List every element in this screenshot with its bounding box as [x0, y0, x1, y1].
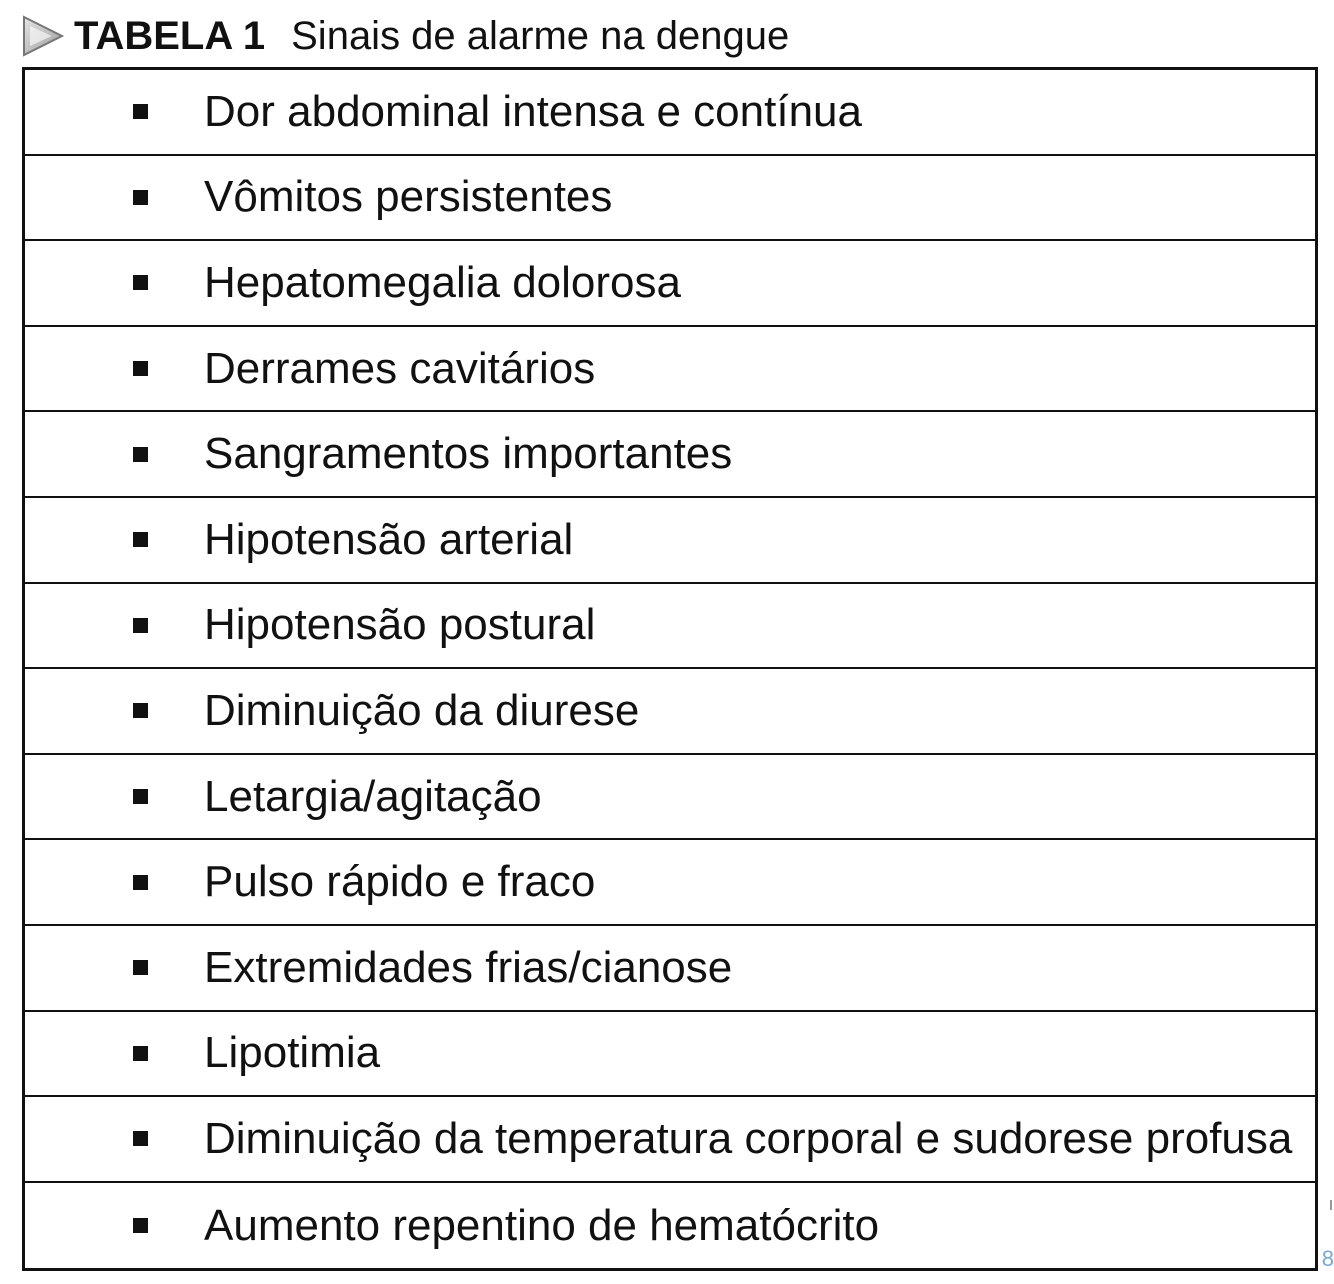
table-row	[25, 584, 1315, 670]
edge-tick	[1330, 1200, 1332, 1210]
square-bullet-icon	[133, 275, 148, 290]
table-row	[25, 412, 1315, 498]
row-text: Derrames cavitários	[204, 343, 596, 393]
row-text: Lipotimia	[204, 1028, 381, 1078]
row-text: Hipotensão postural	[204, 600, 596, 650]
square-bullet-icon	[133, 789, 148, 804]
square-bullet-icon	[133, 361, 148, 376]
square-bullet-icon	[133, 1046, 148, 1061]
square-bullet-icon	[133, 104, 148, 119]
table-row	[25, 1012, 1315, 1098]
alarm-signs-table	[22, 67, 1318, 1271]
table-row	[25, 241, 1315, 327]
row-text: Letargia/agitação	[204, 771, 542, 821]
table-row	[25, 498, 1315, 584]
square-bullet-icon	[133, 190, 148, 205]
row-text: Diminuição da diurese	[204, 685, 640, 735]
table-caption: Sinais de alarme na dengue	[291, 13, 790, 58]
square-bullet-icon	[133, 447, 148, 462]
square-bullet-icon	[133, 875, 148, 890]
table-row	[25, 926, 1315, 1012]
table-row	[25, 70, 1315, 156]
row-text: Hipotensão arterial	[204, 514, 574, 564]
square-bullet-icon	[133, 1218, 148, 1233]
row-text: Dor abdominal intensa e contínua	[204, 86, 862, 136]
table-row	[25, 327, 1315, 413]
edge-page-mark: 8	[1321, 1246, 1334, 1271]
table-row	[25, 1097, 1315, 1183]
row-text: Aumento repentino de hematócrito	[204, 1200, 880, 1250]
triangle-play-icon	[20, 13, 66, 59]
table-row	[25, 669, 1315, 755]
square-bullet-icon	[133, 532, 148, 547]
row-text: Diminuição da temperatura corporal e sudorese profusa	[204, 1113, 1293, 1163]
table-title	[20, 10, 789, 62]
table-row	[25, 156, 1315, 242]
row-text: Hepatomegalia dolorosa	[204, 257, 681, 307]
table-label: TABELA 1	[74, 13, 266, 58]
table-row	[25, 1183, 1315, 1269]
square-bullet-icon	[133, 1131, 148, 1146]
square-bullet-icon	[133, 618, 148, 633]
table-row	[25, 840, 1315, 926]
row-text: Extremidades frias/cianose	[204, 942, 733, 992]
square-bullet-icon	[133, 703, 148, 718]
square-bullet-icon	[133, 960, 148, 975]
row-text: Vômitos persistentes	[204, 172, 613, 222]
row-text: Sangramentos importantes	[204, 429, 733, 479]
table-row	[25, 755, 1315, 841]
row-text: Pulso rápido e fraco	[204, 857, 596, 907]
